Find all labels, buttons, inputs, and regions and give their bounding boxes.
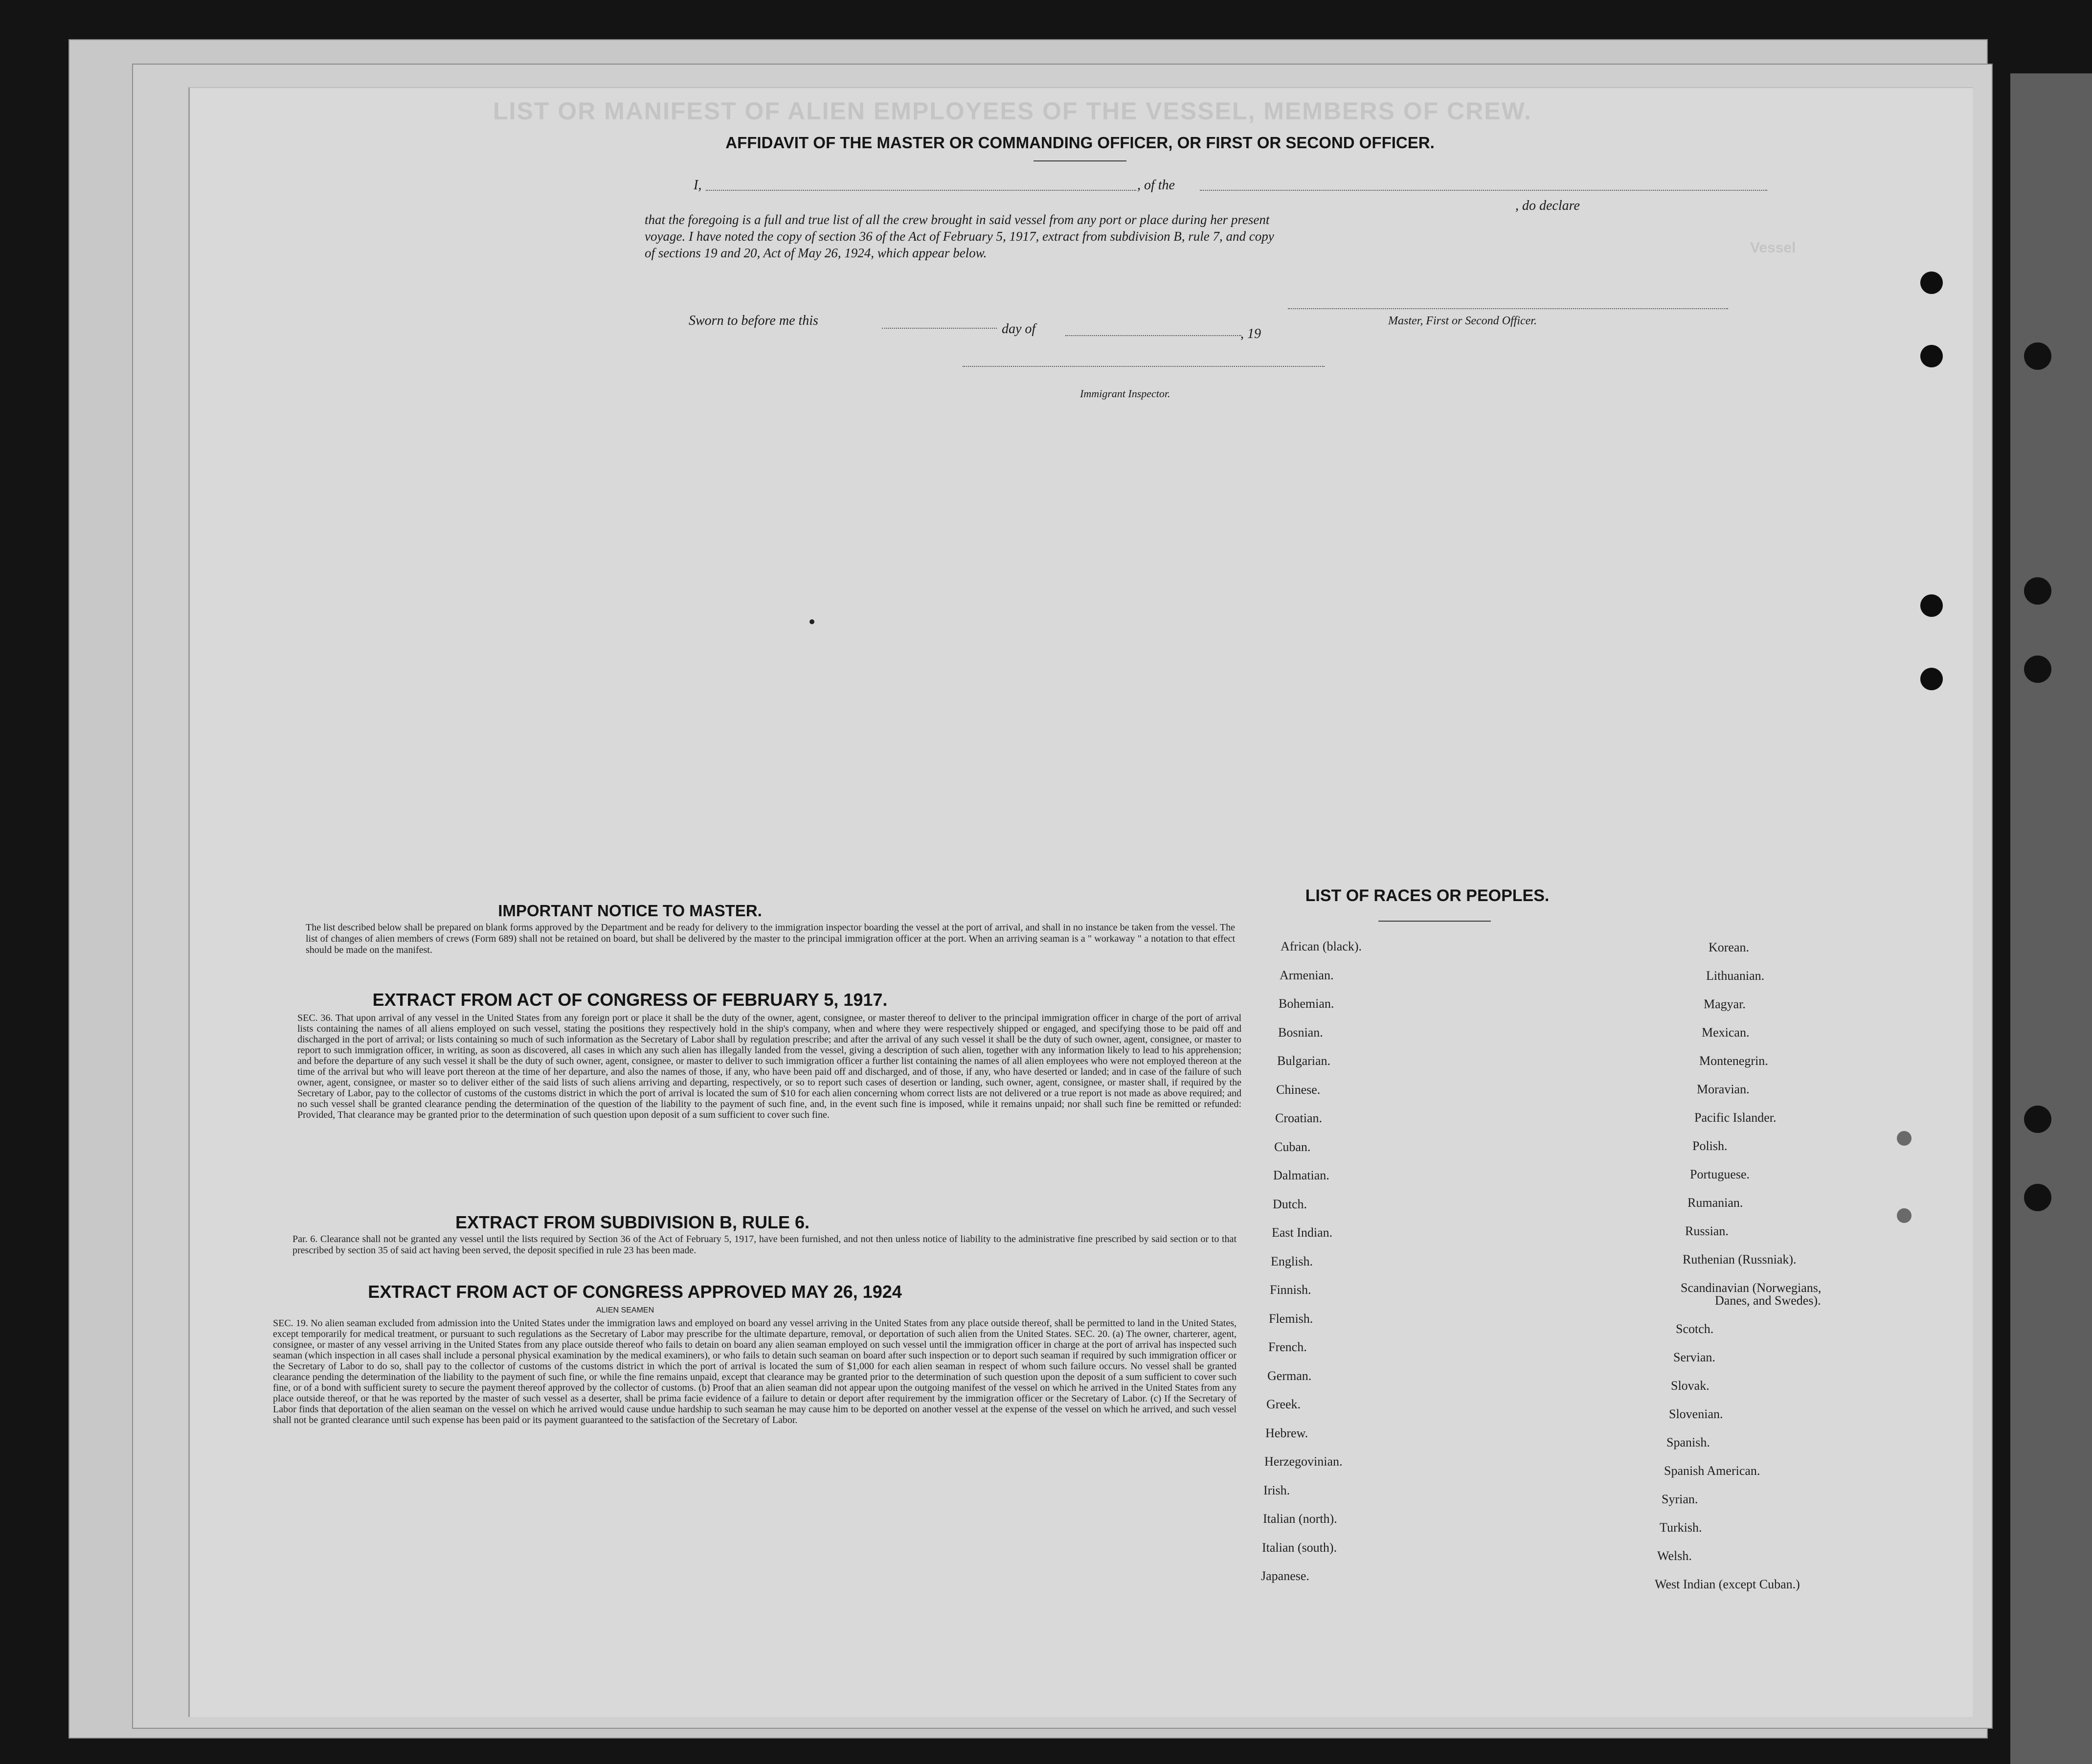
race-item: Hebrew. bbox=[1265, 1426, 1308, 1440]
race-item: Portuguese. bbox=[1690, 1167, 1750, 1181]
race-item: Chinese. bbox=[1276, 1083, 1321, 1097]
year-label: , 19 bbox=[1240, 326, 1261, 341]
extract-rule6-title: EXTRACT FROM SUBDIVISION B, RULE 6. bbox=[455, 1212, 810, 1232]
affidavit-title: AFFIDAVIT OF THE MASTER OR COMMANDING OFFICER, OR FIRST OR SECOND OFFICER. bbox=[725, 134, 1435, 152]
race-item: Greek. bbox=[1266, 1397, 1301, 1411]
document-page bbox=[188, 87, 1973, 1717]
race-item: Turkish. bbox=[1660, 1520, 1702, 1535]
sworn-day-line bbox=[882, 328, 997, 329]
race-item: Scotch. bbox=[1676, 1322, 1714, 1336]
race-item: Scandinavian (Norwegians, bbox=[1681, 1281, 1822, 1295]
punch-hole bbox=[1920, 594, 1943, 617]
binding-strip bbox=[2010, 73, 2092, 1764]
vessel-line bbox=[1200, 190, 1767, 191]
race-item: Mexican. bbox=[1702, 1025, 1750, 1040]
race-item: Bosnian. bbox=[1278, 1025, 1323, 1040]
races-title: LIST OF RACES OR PEOPLES. bbox=[1305, 886, 1550, 905]
race-item: Magyar. bbox=[1704, 997, 1746, 1011]
race-item: Spanish. bbox=[1666, 1435, 1710, 1449]
race-item: French. bbox=[1268, 1340, 1307, 1354]
do-declare-label: , do declare bbox=[1515, 198, 1580, 213]
notice-title: IMPORTANT NOTICE TO MASTER. bbox=[498, 902, 762, 920]
punch-hole bbox=[1920, 271, 1943, 294]
inspector-label: Immigrant Inspector. bbox=[1080, 387, 1170, 400]
inspector-signature-line bbox=[963, 366, 1325, 367]
race-item: Flemish. bbox=[1269, 1312, 1313, 1326]
race-item: Bulgarian. bbox=[1277, 1054, 1331, 1068]
race-item: English. bbox=[1271, 1254, 1313, 1268]
race-item: Spanish American. bbox=[1664, 1464, 1760, 1478]
race-item: African (black). bbox=[1281, 939, 1362, 953]
punch-hole bbox=[1920, 345, 1943, 367]
binding-hole bbox=[2024, 1106, 2051, 1133]
bleed-through-vessel-label: Vessel bbox=[1750, 240, 1796, 256]
extract-1917-title: EXTRACT FROM ACT OF CONGRESS OF FEBRUARY 5, 1917. bbox=[372, 990, 888, 1010]
punch-hole bbox=[1897, 1131, 1912, 1146]
race-item: Moravian. bbox=[1697, 1082, 1750, 1096]
extract-1924-subtitle: ALIEN SEAMEN bbox=[596, 1306, 654, 1314]
race-item: Japanese. bbox=[1261, 1569, 1309, 1583]
race-item: Servian. bbox=[1673, 1350, 1715, 1364]
affidavit-line-2: voyage. I have noted the copy of section 36 of the Act of February 5, 1917, extract from subdivision B, rule 7, and copy bbox=[645, 229, 1274, 244]
race-item: German. bbox=[1267, 1369, 1312, 1383]
race-item: East Indian. bbox=[1272, 1225, 1333, 1240]
name-line bbox=[706, 190, 1136, 191]
binding-hole bbox=[2024, 656, 2051, 683]
master-signature-line bbox=[1288, 308, 1728, 309]
binding-hole bbox=[2024, 342, 2051, 370]
race-item: Dutch. bbox=[1273, 1197, 1307, 1211]
extract-rule6-body: Par. 6. Clearance shall not be granted any vessel until the lists required by Section 36 of the Act of February 5, 1917, have been furnished, and not then unless notice of liability to the administrative fine prescribed by said section or to that prescribed by section 35 of said act having been served, the deposit specified in rule 23 has been made. bbox=[292, 1234, 1237, 1256]
bleed-through-header: LIST OR MANIFEST OF ALIEN EMPLOYEES OF THE VESSEL, MEMBERS OF CREW. bbox=[493, 97, 1532, 125]
race-item: Italian (south). bbox=[1262, 1540, 1337, 1555]
day-of-label: day of bbox=[1002, 321, 1036, 337]
race-item: Slovenian. bbox=[1669, 1407, 1723, 1421]
sworn-month-line bbox=[1065, 335, 1241, 336]
race-item: Lithuanian. bbox=[1706, 969, 1765, 983]
races-title-underline bbox=[1378, 921, 1491, 922]
race-item: Croatian. bbox=[1275, 1111, 1323, 1125]
race-item: Herzegovinian. bbox=[1264, 1454, 1343, 1469]
notice-body: The list described below shall be prepared on blank forms approved by the Department and be ready for delivery to the immigration inspector boarding the vessel at the port of arrival, and shall in no instance be taken from the vessel. The list of changes of alien members of crews (Form 689) shall not be retained on board, but shall be delivered by the master to the principal immigration officer at the port. When an arriving seaman is a " workaway " a notation to that effect should be made on the manifest. bbox=[306, 922, 1235, 955]
race-item: Welsh. bbox=[1657, 1549, 1692, 1563]
race-item: Slovak. bbox=[1671, 1379, 1710, 1393]
race-item: Irish. bbox=[1263, 1483, 1290, 1497]
race-item: Finnish. bbox=[1270, 1283, 1311, 1297]
race-item: Polish. bbox=[1692, 1139, 1728, 1153]
title-underline bbox=[1034, 160, 1126, 161]
of-the-label: , of the bbox=[1137, 178, 1175, 193]
race-item: Danes, and Swedes). bbox=[1715, 1293, 1821, 1308]
race-item: Korean. bbox=[1709, 940, 1750, 954]
race-item: Armenian. bbox=[1280, 968, 1334, 982]
race-item: Montenegrin. bbox=[1699, 1054, 1768, 1068]
punch-hole bbox=[1920, 668, 1943, 690]
race-item: Rumanian. bbox=[1687, 1196, 1743, 1210]
master-label: Master, First or Second Officer. bbox=[1388, 315, 1537, 327]
race-item: Dalmatian. bbox=[1273, 1168, 1329, 1182]
race-item: Bohemian. bbox=[1279, 996, 1334, 1011]
race-item: Cuban. bbox=[1274, 1140, 1311, 1154]
punch-hole bbox=[1897, 1208, 1912, 1223]
race-item: Russian. bbox=[1685, 1224, 1729, 1238]
binding-hole bbox=[2024, 577, 2051, 605]
extract-1917-body: SEC. 36. That upon arrival of any vessel in the United States from any foreign port or place it shall be the duty of the owner, agent, consignee, or master thereof to deliver to the principal immigration officer in charge of the port of arrival lists containing the names of all aliens employed on such vessel, stating the positions they respectively hold in the ship's company, when and where they were respectively shipped or engaged, and specifying those to be paid off and discharged in the port of arrival; or lists containing so much of such information as the Secretary of Labor shall by regulation prescribe; and after the arrival of any such vessel it shall be the duty of such owner, agent, consignee, or master to report to such immigration officer, in writing, as soon as discovered, all cases in which any such alien has illegally landed from the vessel, giving a description of such alien, together with any information likely to lead to his apprehension; and before the departure of any such vessel it shall be the duty of such owner, agent, consignee, or master to deliver to such immigration officer a further list containing the names of all alien employees who were not employed thereon at the time of the arrival but who will leave port thereon at the time of her departure, and also the names of those, if any, who have been paid off and discharged, and of those, if any, who have deserted or landed; and in case of the failure of such owner, agent, consignee, or master so to deliver either of the said lists of such aliens arriving and departing, respectively, or so to report such cases of desertion or landing, such owner, agent, consignee, or master shall, if required by the Secretary of Labor, pay to the collector of customs of the customs district in which the port of arrival is located the sum of $10 for each alien concerning whom correct lists are not delivered or a true report is not made as above required; and no such vessel shall be granted clearance pending the determination of the question of the liability to the payment of such fine, and, in the event such fine is imposed, while it remains unpaid; nor shall such fine be remitted or refunded: Provided, That clearance may be granted prior to the determination of such question upon deposit of a sum sufficient to cover such fine. bbox=[297, 1013, 1241, 1120]
affidavit-line-3: of sections 19 and 20, Act of May 26, 1924, which appear below. bbox=[645, 246, 987, 260]
i-label: I, bbox=[694, 178, 702, 193]
extract-1924-title: EXTRACT FROM ACT OF CONGRESS APPROVED MAY 26, 1924 bbox=[368, 1282, 902, 1302]
stray-mark bbox=[810, 619, 814, 624]
affidavit-line-1: that the foregoing is a full and true list of all the crew brought in said vessel from any port or place during her present bbox=[645, 212, 1270, 227]
sworn-label: Sworn to before me this bbox=[689, 313, 818, 328]
race-item: West Indian (except Cuban.) bbox=[1655, 1577, 1800, 1591]
binding-hole bbox=[2024, 1184, 2051, 1211]
extract-1924-body: SEC. 19. No alien seaman excluded from admission into the United States under the immigration laws and employed on board any vessel arriving in the United States from any place outside thereof, shall be permitted to land in the United States, except temporarily for medical treatment, or pursuant to such regulations as the Secretary of Labor may prescribe for the ultimate departure, removal, or deportation of such alien from the United States. SEC. 20. (a) The owner, charterer, agent, consignee, or master of any vessel arriving in the United States from any place outside thereof who fails to detain on board any alien seaman employed on such vessel until the immigration officer in charge at the port of arrival has inspected such seaman (which inspection in all cases shall include a personal physical examination by the medical examiners), or who fails to detain such seaman on board after such inspection or to deport such seaman if required by such immigration officer or the Secretary of Labor to do so, shall pay to the collector of customs of the customs district in which the port of arrival is located the sum of $1,000 for each alien seaman in respect of whom such failure occurs. No vessel shall be granted clearance pending the determination of the liability to the payment of such fine, or while the fine remains unpaid, except that clearance may be granted prior to the determination of such question upon the deposit of a sum sufficient to cover such fine, or of a bond with sufficient surety to secure the payment thereof approved by the collector of customs. (b) Proof that an alien seaman did not appear upon the outgoing manifest of the vessel on which he arrived in the United States from any place outside thereof, or that he was reported by the master of such vessel as a deserter, shall be prima facie evidence of a failure to detain or deport after requirement by the immigration officer or the Secretary of Labor. (c) If the Secretary of Labor finds that deportation of the alien seaman on the vessel on which he arrived would cause undue hardship to such seaman he may cause him to be deported on another vessel at the expense of the vessel on which he arrived, and such vessel shall not be granted clearance until such expense has been paid or its payment guaranteed to the satisfaction of the Secretary of Labor. bbox=[273, 1318, 1237, 1425]
race-item: Syrian. bbox=[1662, 1492, 1698, 1506]
race-item: Italian (north). bbox=[1263, 1512, 1337, 1526]
race-item: Ruthenian (Russniak). bbox=[1683, 1252, 1797, 1266]
race-item: Pacific Islander. bbox=[1694, 1110, 1777, 1125]
